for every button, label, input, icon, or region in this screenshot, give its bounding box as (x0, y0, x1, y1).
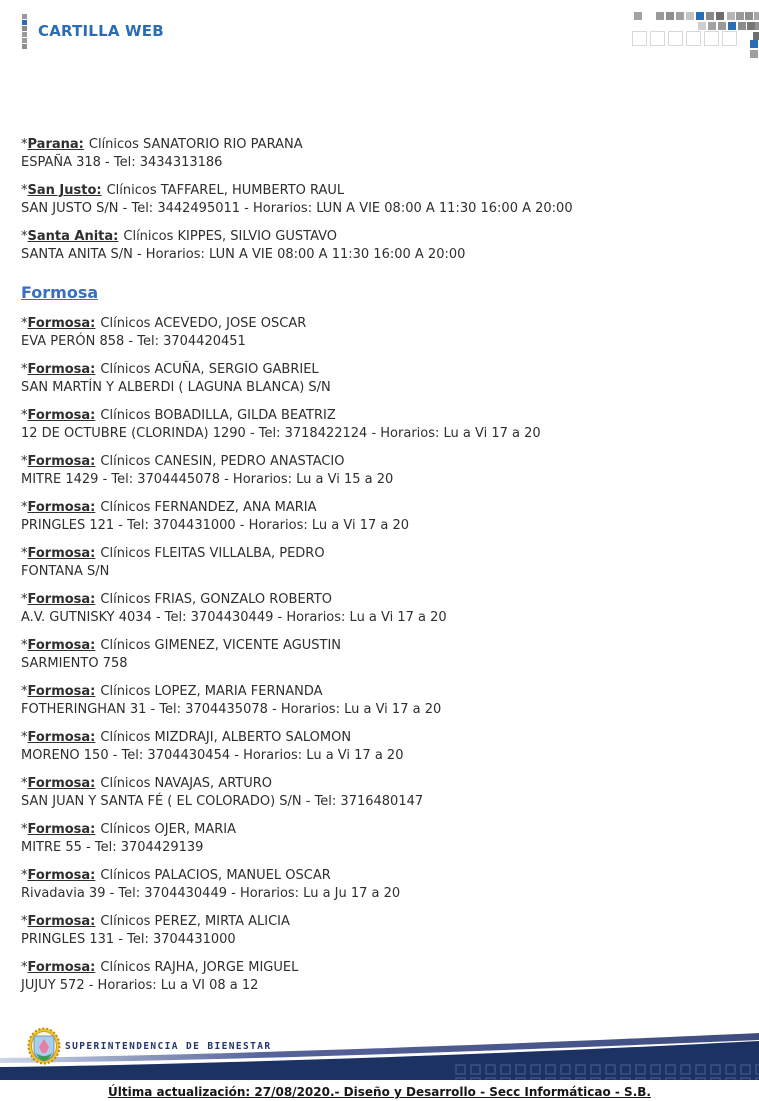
bullet: * (21, 730, 28, 745)
provider-name: Clínicos PEREZ, MIRTA ALICIA (100, 914, 290, 929)
provider-title-line (21, 545, 726, 563)
provider-entry (21, 729, 726, 764)
mosaic-outline-square (650, 31, 665, 46)
provider-entry (21, 182, 726, 217)
place-label: Formosa: (27, 408, 96, 423)
bullet: * (21, 684, 28, 699)
place-label: Formosa: (27, 500, 96, 515)
provider-title-line (21, 959, 726, 977)
provider-title-line (21, 407, 726, 425)
formosa-group (21, 315, 726, 994)
provider-detail-line: FONTANA S/N (21, 563, 110, 579)
provider-name: Clínicos ACEVEDO, JOSE OSCAR (100, 316, 307, 331)
bullet: * (21, 960, 28, 975)
place-label: Formosa: (27, 546, 96, 561)
bullet: * (21, 914, 28, 929)
provider-title-line (21, 775, 726, 793)
bullet: * (21, 776, 28, 791)
provider-name: Clínicos FERNANDEZ, ANA MARIA (100, 500, 317, 515)
provider-detail-line: MITRE 1429 - Tel: 3704445078 - Horarios: Lu a Vi 15 a 20 (21, 471, 394, 487)
place-label: Parana: (27, 137, 84, 152)
place-label: Formosa: (27, 776, 96, 791)
provider-detail-line: PRINGLES 121 - Tel: 3704431000 - Horarios: Lu a Vi 17 a 20 (21, 517, 410, 533)
provider-name: Clínicos GIMENEZ, VICENTE AGUSTIN (100, 638, 342, 653)
provider-entry (21, 499, 726, 534)
footer-update-note: Última actualización: 27/08/2020.- Diseño y Desarrollo - Secc Informáticao - S.B. (108, 1085, 651, 1099)
provider-detail-line: ESPAÑA 318 - Tel: 3434313186 (21, 154, 223, 170)
provider-title-line (21, 683, 726, 701)
place-label: Formosa: (27, 868, 96, 883)
bullet: * (21, 316, 28, 331)
mosaic-outline-square (722, 31, 737, 46)
provider-name: Clínicos MIZDRAJI, ALBERTO SALOMON (100, 730, 352, 745)
provider-title-line (21, 453, 726, 471)
provider-entry (21, 545, 726, 580)
provider-title-line (21, 913, 726, 931)
provider-detail-line: MITRE 55 - Tel: 3704429139 (21, 839, 204, 855)
page-header (0, 0, 759, 60)
place-label: Formosa: (27, 454, 96, 469)
place-label: San Justo: (27, 183, 102, 198)
provider-title-line (21, 182, 726, 200)
provider-name: Clínicos ACUÑA, SERGIO GABRIEL (100, 362, 319, 377)
provider-entry (21, 361, 726, 396)
bullet: * (21, 408, 28, 423)
provider-entry (21, 821, 726, 856)
provider-name: Clínicos FLEITAS VILLALBA, PEDRO (100, 546, 325, 561)
provider-name: Clínicos CANESIN, PEDRO ANASTACIO (100, 454, 345, 469)
bullet: * (21, 868, 28, 883)
provider-entry (21, 228, 726, 263)
provider-name: Clínicos FRIAS, GONZALO ROBERTO (100, 592, 332, 607)
footer-wave-graphic (0, 1031, 759, 1083)
provider-detail-line: MORENO 150 - Tel: 3704430454 - Horarios: Lu a Vi 17 a 20 (21, 747, 404, 763)
provider-detail-line: SAN JUSTO S/N - Tel: 3442495011 - Horarios: LUN A VIE 08:00 A 11:30 16:00 A 20:00 (21, 200, 573, 216)
provider-name: Clínicos KIPPES, SILVIO GUSTAVO (123, 229, 338, 244)
provider-title-line (21, 136, 726, 154)
provider-detail-line: SANTA ANITA S/N - Horarios: LUN A VIE 08:00 A 11:30 16:00 A 20:00 (21, 246, 466, 262)
provider-entry (21, 775, 726, 810)
provider-name: Clínicos OJER, MARIA (100, 822, 236, 837)
provider-entry (21, 959, 726, 994)
provider-title-line (21, 591, 726, 609)
place-label: Formosa: (27, 684, 96, 699)
provider-title-line (21, 729, 726, 747)
provider-detail-line: SAN MARTÍN Y ALBERDI ( LAGUNA BLANCA) S/N (21, 379, 331, 395)
provider-detail-line: SAN JUAN Y SANTA FÉ ( EL COLORADO) S/N - Tel: 3716480147 (21, 793, 424, 809)
provider-entry (21, 407, 726, 442)
place-label: Formosa: (27, 730, 96, 745)
footer-org-name: SUPERINTENDENCIA DE BIENESTAR (65, 1041, 272, 1052)
place-label: Formosa: (27, 592, 96, 607)
provider-detail-line: FOTHERINGHAN 31 - Tel: 3704435078 - Horarios: Lu a Vi 17 a 20 (21, 701, 442, 717)
provider-title-line (21, 499, 726, 517)
entre-rios-group (21, 136, 726, 263)
bullet: * (21, 500, 28, 515)
provider-detail-line: JUJUY 572 - Horarios: Lu a VI 08 a 12 (21, 977, 259, 993)
provider-entry (21, 315, 726, 350)
section-heading-formosa[interactable]: Formosa (21, 283, 99, 302)
mosaic-outline-square (704, 31, 719, 46)
provider-title-line (21, 867, 726, 885)
bullet: * (21, 546, 28, 561)
provider-title-line (21, 228, 726, 246)
bullet: * (21, 592, 28, 607)
provider-title-line (21, 361, 726, 379)
provider-entry (21, 913, 726, 948)
provider-entry (21, 867, 726, 902)
provider-entry (21, 683, 726, 718)
brand-squares-icon (22, 14, 27, 19)
place-label: Formosa: (27, 316, 96, 331)
provider-name: Clínicos BOBADILLA, GILDA BEATRIZ (100, 408, 336, 423)
mosaic-outline-square (668, 31, 683, 46)
place-label: Formosa: (27, 362, 96, 377)
page-footer (0, 1031, 759, 1101)
place-label: Formosa: (27, 822, 96, 837)
provider-detail-line: Rivadavia 39 - Tel: 3704430449 - Horarios: Lu a Ju 17 a 20 (21, 885, 401, 901)
provider-entry (21, 136, 726, 171)
provider-detail-line: SARMIENTO 758 (21, 655, 128, 671)
mosaic-squares-icon (634, 12, 642, 20)
provider-name: Clínicos TAFFAREL, HUMBERTO RAUL (106, 183, 345, 198)
bullet: * (21, 822, 28, 837)
provider-title-line (21, 637, 726, 655)
provider-name: Clínicos NAVAJAS, ARTURO (100, 776, 273, 791)
provider-name: Clínicos PALACIOS, MANUEL OSCAR (100, 868, 331, 883)
provider-directory (21, 136, 726, 1005)
provider-entry (21, 591, 726, 626)
mosaic-outline-square (632, 31, 647, 46)
superintendencia-crest-icon (27, 1027, 61, 1065)
place-label: Formosa: (27, 960, 96, 975)
provider-name: Clínicos LOPEZ, MARIA FERNANDA (100, 684, 323, 699)
provider-title-line (21, 315, 726, 333)
app-title: CARTILLA WEB (38, 22, 164, 40)
provider-detail-line: 12 DE OCTUBRE (CLORINDA) 1290 - Tel: 3718422124 - Horarios: Lu a Vi 17 a 20 (21, 425, 541, 441)
provider-name: Clínicos SANATORIO RIO PARANA (88, 137, 303, 152)
provider-detail-line: EVA PERÓN 858 - Tel: 3704420451 (21, 333, 246, 349)
bullet: * (21, 183, 28, 198)
provider-name: Clínicos RAJHA, JORGE MIGUEL (100, 960, 299, 975)
bullet: * (21, 229, 28, 244)
place-label: Santa Anita: (27, 229, 119, 244)
mosaic-outline-square (686, 31, 701, 46)
bullet: * (21, 137, 28, 152)
provider-entry (21, 637, 726, 672)
place-label: Formosa: (27, 914, 96, 929)
provider-title-line (21, 821, 726, 839)
provider-detail-line: PRINGLES 131 - Tel: 3704431000 (21, 931, 236, 947)
provider-entry (21, 453, 726, 488)
place-label: Formosa: (27, 638, 96, 653)
provider-detail-line: A.V. GUTNISKY 4034 - Tel: 3704430449 - Horarios: Lu a Vi 17 a 20 (21, 609, 447, 625)
bullet: * (21, 454, 28, 469)
bullet: * (21, 638, 28, 653)
bullet: * (21, 362, 28, 377)
